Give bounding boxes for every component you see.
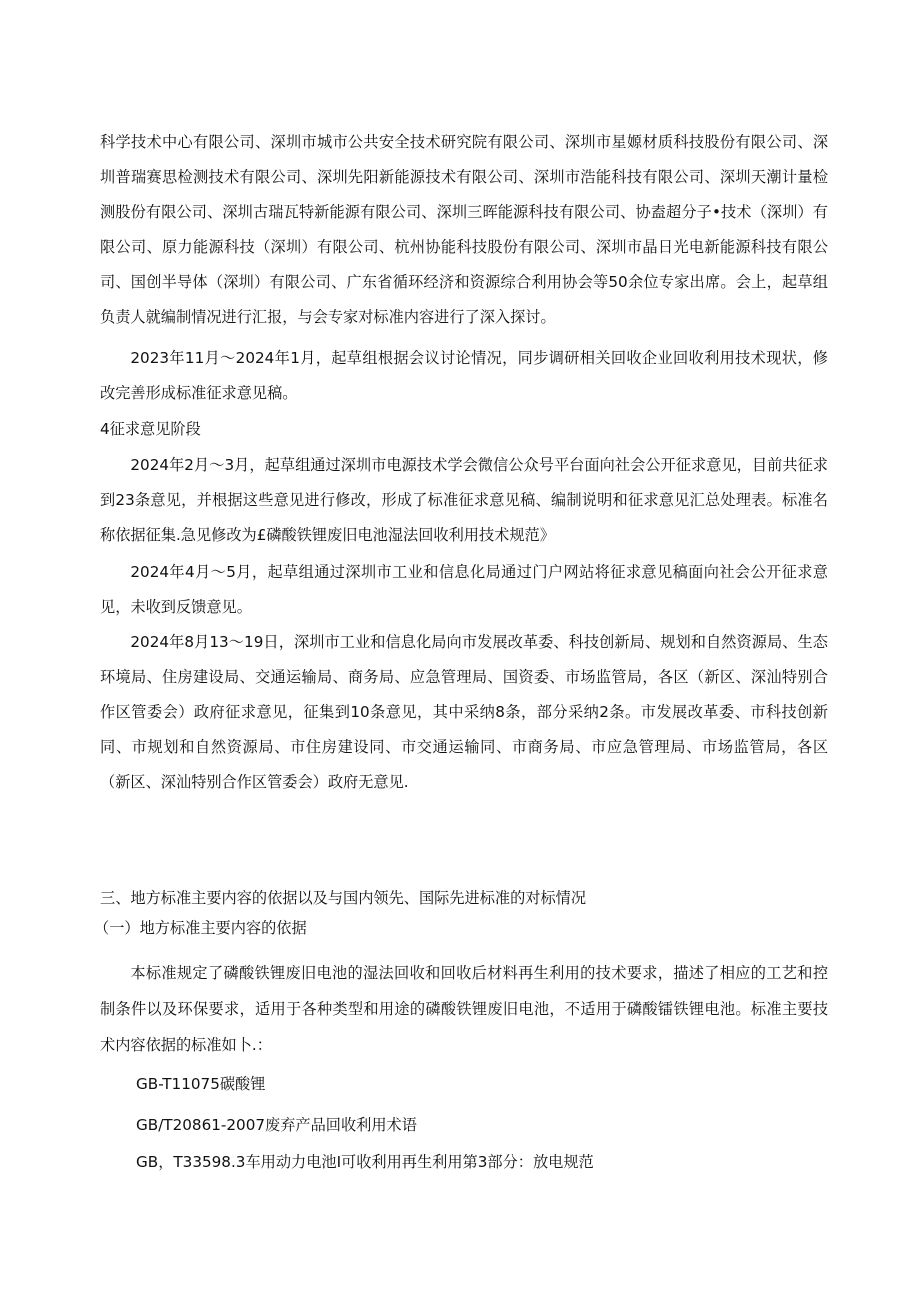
paragraph-2023-drafting: 2023年11月～2024年1月，起草组根据会议讨论情况，同步调研相关回收企业回收利用技术现状，修改完善形成标准征求意见稿。 <box>100 349 828 402</box>
reference-standard: GB-T11075碳酸锂 <box>136 1075 266 1093</box>
paragraph-2024-feb-mar: 2024年2月～3月，起草组通过深圳市电源技术学会微信公众号平台面向社会公开征求意见，目前共征求到23条意见，并根据这些意见进行修改，形成了标准征求意见稿、编制说明和征求意见汇总处理表。标准名称依据征集.急见修改为£磷酸铁锂废旧电池湿法回收利用技术规范》 <box>100 456 828 544</box>
reference-standard: GB，T33598.3车用动力电池I可收利用再生利用第3部分：放电规范 <box>136 1153 594 1171</box>
paragraph-scope: 本标准规定了磷酸铁锂废旧电池的湿法回收和回收后材料再生利用的技术要求，描述了相应的工艺和控制条件以及环保要求，适用于各种类型和用途的磷酸铁锂废旧电池，不适用于磷酸镭铁锂电池。标准主要技术内容依据的标准如卜.： <box>100 964 828 1054</box>
reference-standard: GB/T20861-2007废弃产品回收利用术语 <box>136 1116 417 1134</box>
section-3-header-block <box>94 883 828 943</box>
section-3-body-block <box>100 955 828 1063</box>
paragraph-participants: 科学技术中心有限公司、深圳市城市公共安全技术研究院有限公司、深圳市星嫄材质科技股份有限公司、深圳普瑞赛思检测技术有限公司、深圳先阳新能源技术有限公司、深圳市浩能科技有限公司、深圳天潮计量检测股份有限公司、深圳古瑞瓦特新能源有限公司、深圳三晖能源科技有限公司、协盍超分子•技术（深圳）有限公司、原力能源科技（深圳）有限公司、杭州协能科技股份有限公司、深圳市晶日光电新能源科技有限公司、国创半导体（深圳）有限公司、广东省循环经济和资源综合利用协会等50余位专家出席。会上，起草组负责人就编制情况进行汇报，与会专家对标准内容进行了深入探讨。 <box>100 133 828 326</box>
section-3-heading: 三、地方标准主要内容的依据以及与国内领先、国际先进标准的对标情况 <box>100 889 586 907</box>
subsection-1-heading: （一）地方标准主要内容的依据 <box>94 919 307 937</box>
paragraph-2024-aug: 2024年8月13〜19日，深圳市工业和信息化局向市发展改革委、科技创新局、规划和自然资源局、生态环境局、住房建设局、交通运输局、商务局、应急管理局、国资委、市场监管局，各区（新区、深汕特别合作区管委会）政府征求意见，征集到10条意见，其中采纳8条，部分采纳2条。市发展改革委、市科技创新同、市规划和自然资源局、市住房建设同、市交通运输同、市商务局、市应急管理局、市场监管局，各区（新区、深汕特别合作区管委会）政府无意见. <box>100 633 828 791</box>
heading-stage-4: 4征求意见阶段 <box>100 420 201 438</box>
body-block-top <box>100 125 828 800</box>
paragraph-2024-apr-may: 2024年4月～5月，起草组通过深圳市工业和信息化局通过门户网站将征求意见稿面向社会公开征求意见，未收到反馈意见。 <box>100 563 828 616</box>
